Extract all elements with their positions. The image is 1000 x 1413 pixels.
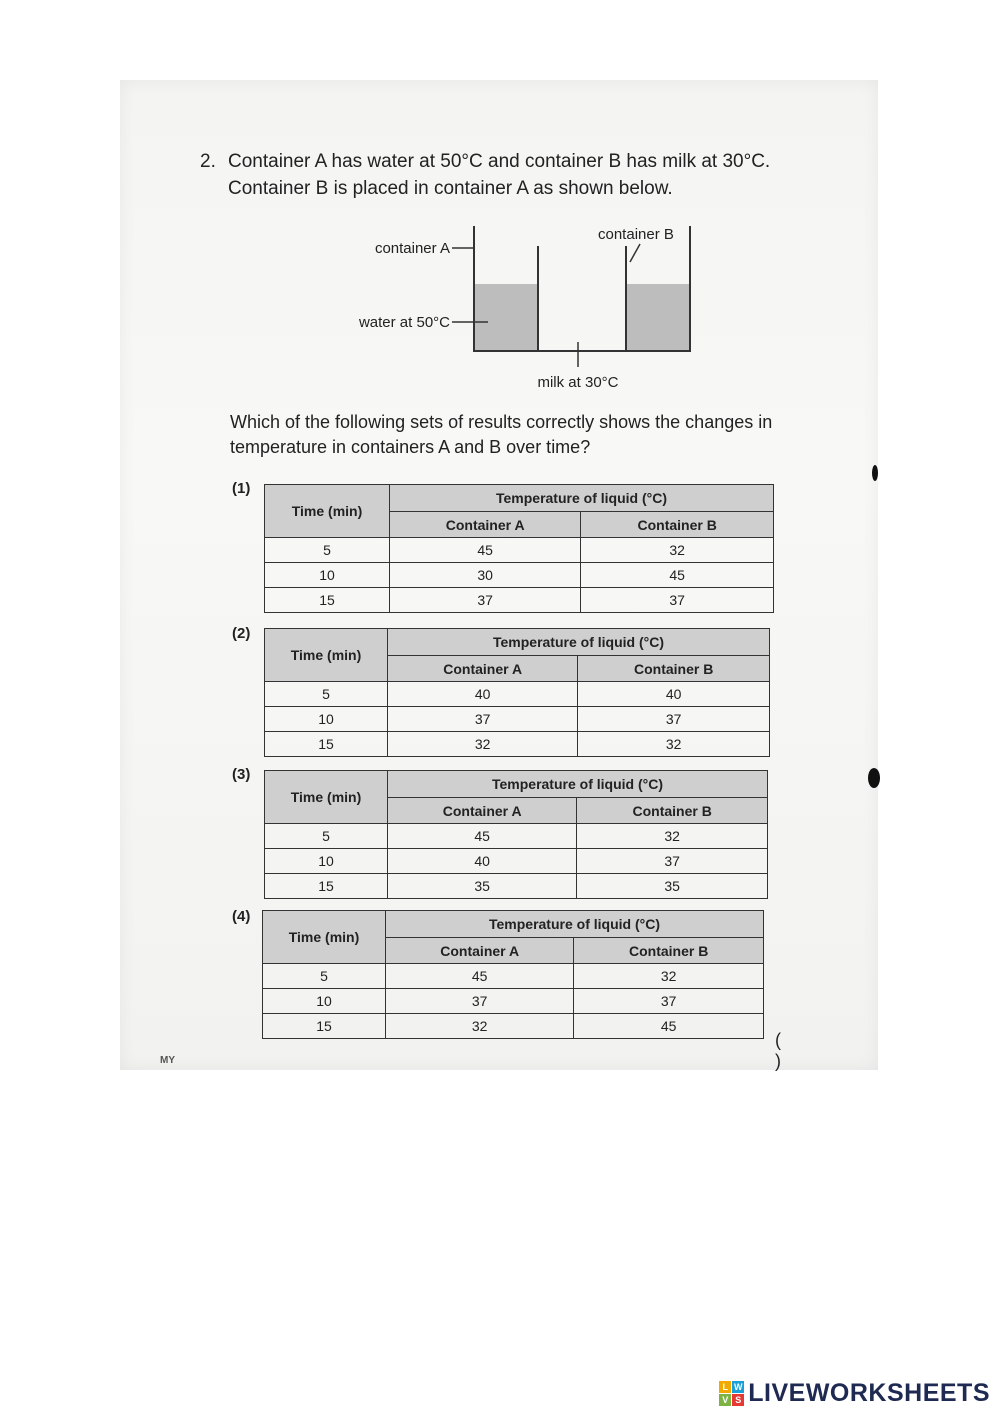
containers-diagram [340,222,700,402]
header-container-b: Container B [577,798,768,824]
question-number: 2. [200,151,216,172]
binder-hole-mark [872,465,878,481]
table-row [263,1014,764,1039]
table-row [265,849,768,874]
header-temperature: Temperature of liquid (°C) [390,485,774,512]
cell-time: 15 [265,732,388,757]
header-temperature: Temperature of liquid (°C) [388,629,770,656]
table-row [265,538,774,563]
logo-tile: L [719,1381,731,1393]
leader-container-b [630,244,640,262]
cell-container-a: 45 [388,824,577,849]
cell-container-b: 32 [581,538,774,563]
option-label-1: (1) [232,480,251,497]
header-container-b: Container B [574,938,764,964]
logo-tile: W [734,1381,743,1392]
option-table-4 [262,910,764,1039]
cell-time: 10 [265,707,388,732]
table-row [265,874,768,899]
table-row [265,707,770,732]
logo-tile: S [732,1394,744,1406]
option-label-4: (4) [232,908,251,925]
cell-container-a: 32 [388,732,578,757]
cell-container-b: 37 [574,989,764,1014]
cell-time: 5 [265,824,388,849]
cell-container-a: 30 [390,563,581,588]
option-table-1 [264,484,774,613]
table-row [263,964,764,989]
prompt-line-2: temperature in containers A and B over time? [230,437,591,457]
logo-tile: V [719,1394,731,1406]
header-time: Time (min) [265,771,388,824]
cell-container-a: 40 [388,682,578,707]
cell-container-b: 32 [578,732,770,757]
header-time: Time (min) [265,485,390,538]
cell-container-b: 45 [581,563,774,588]
cell-container-b: 40 [578,682,770,707]
header-container-b: Container B [578,656,770,682]
cell-time: 10 [265,849,388,874]
liveworksheets-brand[interactable] [719,1378,990,1408]
cell-container-b: 32 [574,964,764,989]
cell-container-a: 37 [386,989,574,1014]
table-row [265,563,774,588]
cell-container-b: 37 [577,849,768,874]
cell-time: 5 [263,964,386,989]
question-prompt [230,410,830,460]
cell-container-b: 35 [577,874,768,899]
cell-container-b: 37 [581,588,774,613]
header-container-a: Container A [388,656,578,682]
cell-container-a: 45 [386,964,574,989]
cell-time: 5 [265,682,388,707]
table-row [263,989,764,1014]
option-label-3: (3) [232,766,251,783]
cell-container-a: 32 [386,1014,574,1039]
cell-time: 5 [265,538,390,563]
prompt-line-1: Which of the following sets of results correctly shows the changes in [230,412,773,432]
brand-name: LIVEWORKSHEETS [748,1378,990,1407]
question-line-2: Container B is placed in container A as shown below. [228,178,673,199]
label-water: water at 50°C [358,314,450,331]
cell-container-b: 37 [578,707,770,732]
cell-time: 10 [265,563,390,588]
cell-time: 15 [263,1014,386,1039]
option-table-2 [264,628,770,757]
cell-container-b: 32 [577,824,768,849]
cell-time: 15 [265,874,388,899]
answer-bracket[interactable]: ( ) [775,1030,811,1071]
header-container-a: Container A [388,798,577,824]
table-row [265,682,770,707]
cell-container-a: 35 [388,874,577,899]
cell-container-a: 40 [388,849,577,874]
container-b-interior [538,269,626,351]
header-time: Time (min) [265,629,388,682]
label-container-b: container B [598,226,674,243]
label-container-a: container A [374,240,450,257]
question-line-1: Container A has water at 50°C and container B has milk at 30°C. [228,151,771,172]
cell-container-b: 45 [574,1014,764,1039]
liveworksheets-logo-icon [719,1381,744,1406]
option-label-2: (2) [232,625,251,642]
footer-logo: MY [160,1055,175,1066]
option-table-3 [264,770,768,899]
cell-container-a: 37 [390,588,581,613]
question-2 [200,148,840,202]
header-time: Time (min) [263,911,386,964]
table-row [265,824,768,849]
cell-time: 15 [265,588,390,613]
binder-hole-mark [868,768,880,788]
header-temperature: Temperature of liquid (°C) [386,911,764,938]
header-container-b: Container B [581,512,774,538]
table-row [265,732,770,757]
cell-time: 10 [263,989,386,1014]
header-temperature: Temperature of liquid (°C) [388,771,768,798]
cell-container-a: 37 [388,707,578,732]
table-row [265,588,774,613]
header-container-a: Container A [390,512,581,538]
label-milk: milk at 30°C [537,374,619,391]
header-container-a: Container A [386,938,574,964]
cell-container-a: 45 [390,538,581,563]
scanned-worksheet [120,80,878,1070]
